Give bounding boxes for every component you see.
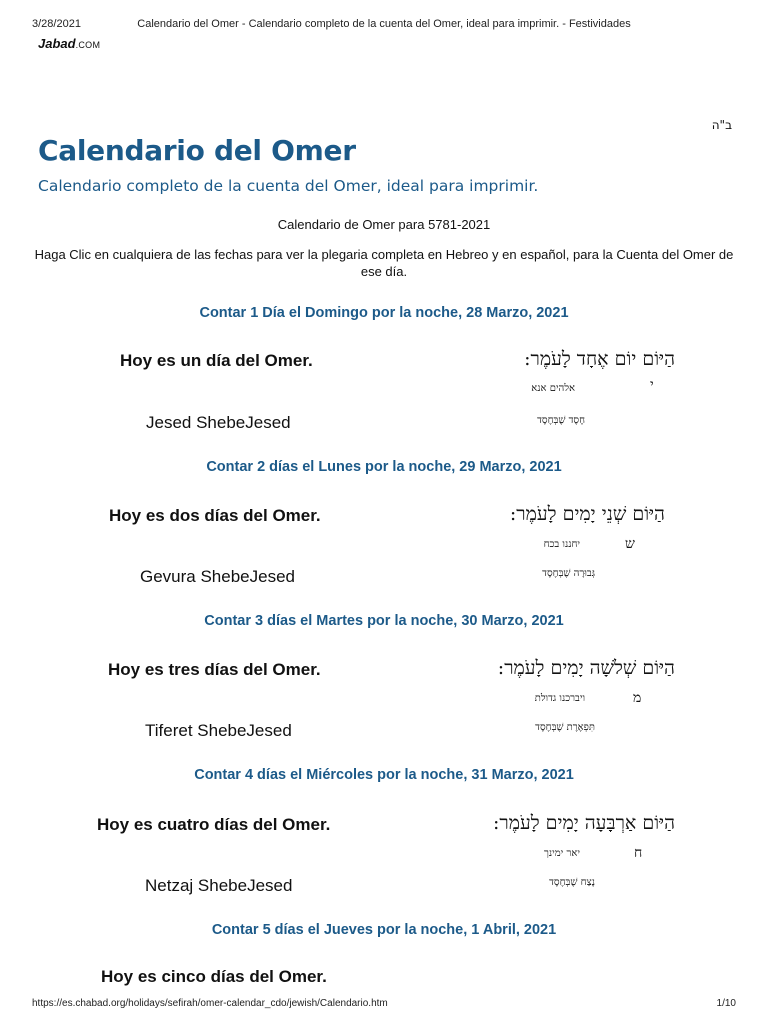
print-document-title: Calendario del Omer - Calendario completo de la cuenta del Omer, ideal para imprimir. - Festividades	[137, 18, 631, 30]
day-1-sefirah: Jesed ShebeJesed	[146, 413, 291, 432]
day-5-link[interactable]: Contar 5 días el Jueves por la noche, 1 Abril, 2021	[211, 922, 557, 938]
print-header	[32, 18, 736, 32]
day-4-link[interactable]: Contar 4 días el Miércoles por la noche, 31 Marzo, 2021	[194, 767, 574, 783]
print-url: https://es.chabad.org/holidays/sefirah/omer-calendar_cdo/jewish/Calendario.htm	[32, 998, 388, 1009]
day-3-sefirah: Tiferet ShebeJesed	[145, 721, 292, 740]
day-2-link[interactable]: Contar 2 días el Lunes por la noche, 29 Marzo, 2021	[206, 459, 562, 475]
print-page-number: 1/10	[716, 998, 736, 1009]
logo-suffix-text: .COM	[75, 40, 101, 50]
bh-mark: ב"ה	[711, 118, 732, 132]
day-2-sefirah: Gevura ShebeJesed	[140, 567, 295, 586]
jabad-logo[interactable]	[38, 36, 100, 51]
day-2-hebrew-sefirah: גְּבוּרָה שֶׁבְּחֶסֶד	[542, 568, 595, 579]
day-3-hebrew-verse: ויברכנו גדולת	[534, 693, 585, 704]
day-4-hebrew-letter: ח	[634, 845, 643, 861]
day-4-omer-label: Hoy es cuatro días del Omer.	[97, 815, 331, 834]
day-2-omer-label: Hoy es dos días del Omer.	[109, 506, 321, 525]
print-footer	[32, 998, 736, 1012]
day-2-hebrew-verse: יחננו בכח	[543, 539, 580, 550]
day-1-hebrew-count: הַיּוֹם יוֹם אֶחָד לָעֹמֶר:	[524, 348, 675, 370]
day-3-link[interactable]: Contar 3 días el Martes por la noche, 30 Marzo, 2021	[204, 613, 564, 629]
day-3-hebrew-count: הַיּוֹם שְׁלֹשָׁה יָמִים לָעֹמֶר:	[497, 657, 675, 679]
print-date: 3/28/2021	[32, 18, 81, 30]
day-4-sefirah: Netzaj ShebeJesed	[145, 876, 293, 895]
day-1-link[interactable]: Contar 1 Día el Domingo por la noche, 28 Marzo, 2021	[199, 305, 569, 321]
page-title: Calendario del Omer	[38, 134, 356, 167]
page-subtitle: Calendario completo de la cuenta del Omer, ideal para imprimir.	[38, 177, 539, 195]
day-4-hebrew-sefirah: נֶצַח שֶׁבְּחֶסֶד	[549, 877, 595, 888]
day-4-hebrew-verse: יאר ימינך	[543, 848, 580, 859]
day-1-hebrew-verse: אלהים אנא	[531, 383, 575, 394]
day-3-hebrew-letter: מ	[633, 690, 642, 706]
day-2-hebrew-count: הַיּוֹם שְׁנֵי יָמִים לָעֹמֶר:	[509, 503, 665, 525]
day-1-omer-label: Hoy es un día del Omer.	[120, 351, 313, 370]
logo-main-text: Jabad	[38, 36, 76, 51]
calendar-year-heading: Calendario de Omer para 5781-2021	[277, 217, 491, 232]
day-2-hebrew-letter: ש	[625, 536, 635, 552]
day-5-omer-label: Hoy es cinco días del Omer.	[101, 967, 327, 986]
day-1-hebrew-sefirah: חֶסֶד שֶׁבְּחֶסֶד	[537, 415, 585, 426]
instructions-text: Haga Clic en cualquiera de las fechas para ver la plegaria completa en Hebreo y en español, para la Cuenta del Omer de ese día.	[34, 247, 734, 279]
day-3-hebrew-sefirah: תִּפְאֶרֶת שֶׁבְּחֶסֶד	[535, 722, 595, 733]
day-4-hebrew-count: הַיּוֹם אַרְבָּעָה יָמִים לָעֹמֶר:	[492, 812, 675, 834]
day-1-hebrew-letter: י	[650, 377, 654, 393]
day-3-omer-label: Hoy es tres días del Omer.	[108, 660, 321, 679]
